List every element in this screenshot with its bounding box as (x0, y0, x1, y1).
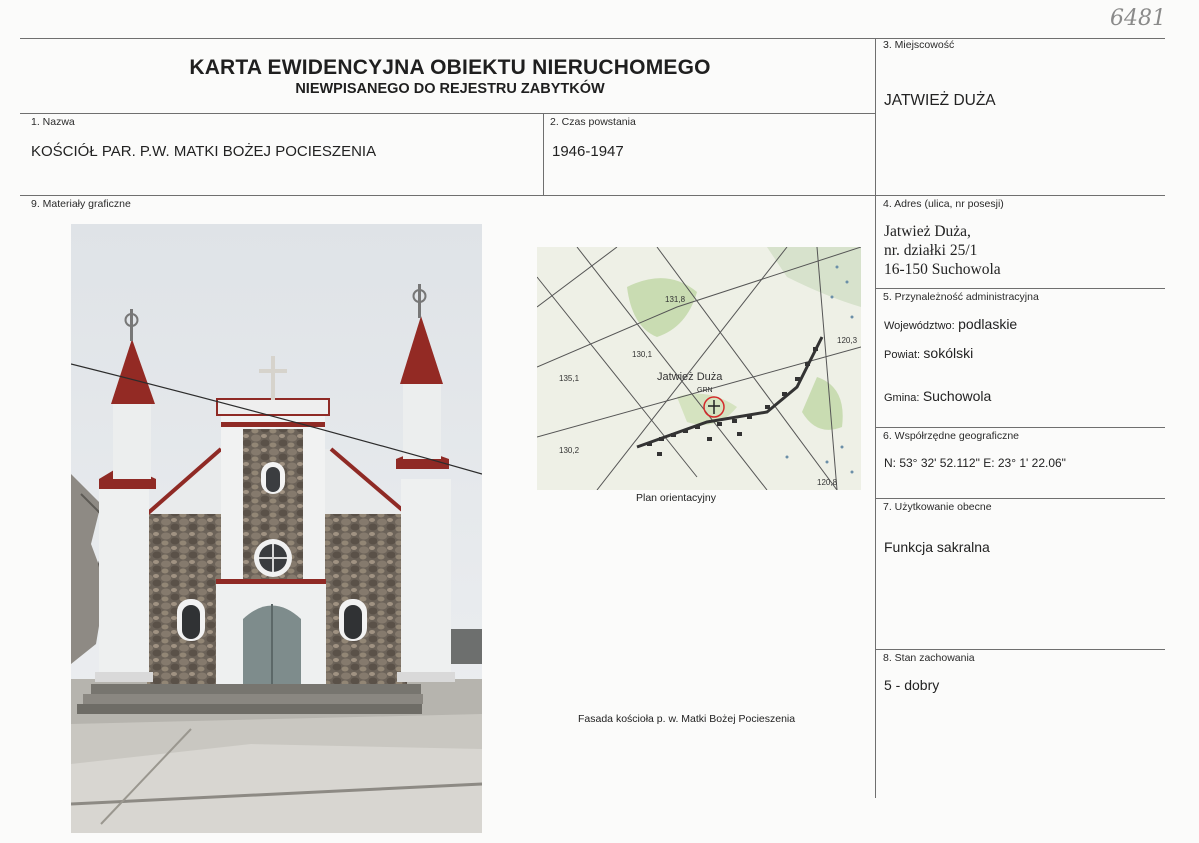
address-line3: 16-150 Suchowola (884, 261, 1001, 278)
voivodeship-row (884, 316, 1017, 332)
rule-top (20, 38, 1165, 39)
address-line2: nr. działki 25/1 (884, 242, 978, 259)
map-sub-label: GRN (697, 387, 713, 394)
locality-value: JATWIEŻ DUŻA (884, 92, 996, 109)
name-value: KOŚCIÓŁ PAR. P.W. MATKI BOŻEJ POCIESZENIA (31, 143, 377, 160)
name-label: 1. Nazwa (31, 116, 75, 128)
page-subtitle: NIEWPISANEGO DO REJESTRU ZABYTKÓW (295, 81, 605, 97)
rule-sec6 (876, 427, 1165, 428)
voivodeship-label: Województwo: (884, 320, 955, 332)
handwritten-note: 6481 (1110, 6, 1166, 31)
map-elev-6: 120,8 (817, 478, 838, 487)
rule-sec7 (876, 498, 1165, 499)
map-elev-4: 130,2 (559, 446, 580, 455)
rule-right-column (875, 38, 876, 798)
map-elev-2: 130,1 (632, 350, 653, 359)
photo-caption: Fasada kościoła p. w. Matki Bożej Pocieszenia (578, 713, 796, 725)
locality-label: 3. Miejscowość (883, 39, 955, 51)
rule-sec8 (876, 649, 1165, 650)
period-label: 2. Czas powstania (550, 116, 636, 128)
map-image (537, 247, 861, 490)
church-facade-image (71, 224, 482, 833)
map-elev-1: 131,8 (665, 295, 686, 304)
church-photo (71, 224, 482, 833)
voivodeship-value: podlaskie (958, 316, 1018, 332)
map-elev-5: 120,3 (837, 336, 858, 345)
graphics-label: 9. Materiały graficzne (31, 198, 131, 210)
page-title: KARTA EWIDENCYJNA OBIEKTU NIERUCHOMEGO (189, 56, 711, 79)
condition-label: 8. Stan zachowania (883, 652, 975, 664)
map-caption: Plan orientacyjny (636, 492, 716, 504)
period-value: 1946-1947 (552, 143, 624, 160)
condition-value: 5 - dobry (884, 677, 940, 693)
commune-value: Suchowola (922, 388, 992, 404)
location-map (537, 247, 861, 490)
coords-label: 6. Współrzędne geograficzne (883, 430, 1019, 442)
coords-value: N: 53° 32' 52.112" E: 23° 1' 22.06" (884, 456, 1066, 470)
admin-label: 5. Przynależność administracyjna (883, 291, 1039, 303)
address-line1: Jatwież Duża, (884, 223, 971, 240)
address-label: 4. Adres (ulica, nr posesji) (883, 198, 1004, 210)
county-label: Powiat: (884, 349, 921, 361)
rule-row1-bottom (20, 195, 1165, 196)
county-row (884, 345, 973, 361)
rule-header-bottom (20, 113, 875, 114)
usage-value: Funkcja sakralna (884, 539, 990, 555)
usage-label: 7. Użytkowanie obecne (883, 501, 992, 513)
commune-row (884, 388, 991, 404)
county-value: sokólski (923, 345, 974, 361)
map-elev-3: 135,1 (559, 374, 580, 383)
rule-sec5 (876, 288, 1165, 289)
commune-label: Gmina: (884, 392, 920, 404)
map-place-label: Jatwież Duża (657, 371, 723, 383)
rule-col-divider (543, 113, 544, 195)
